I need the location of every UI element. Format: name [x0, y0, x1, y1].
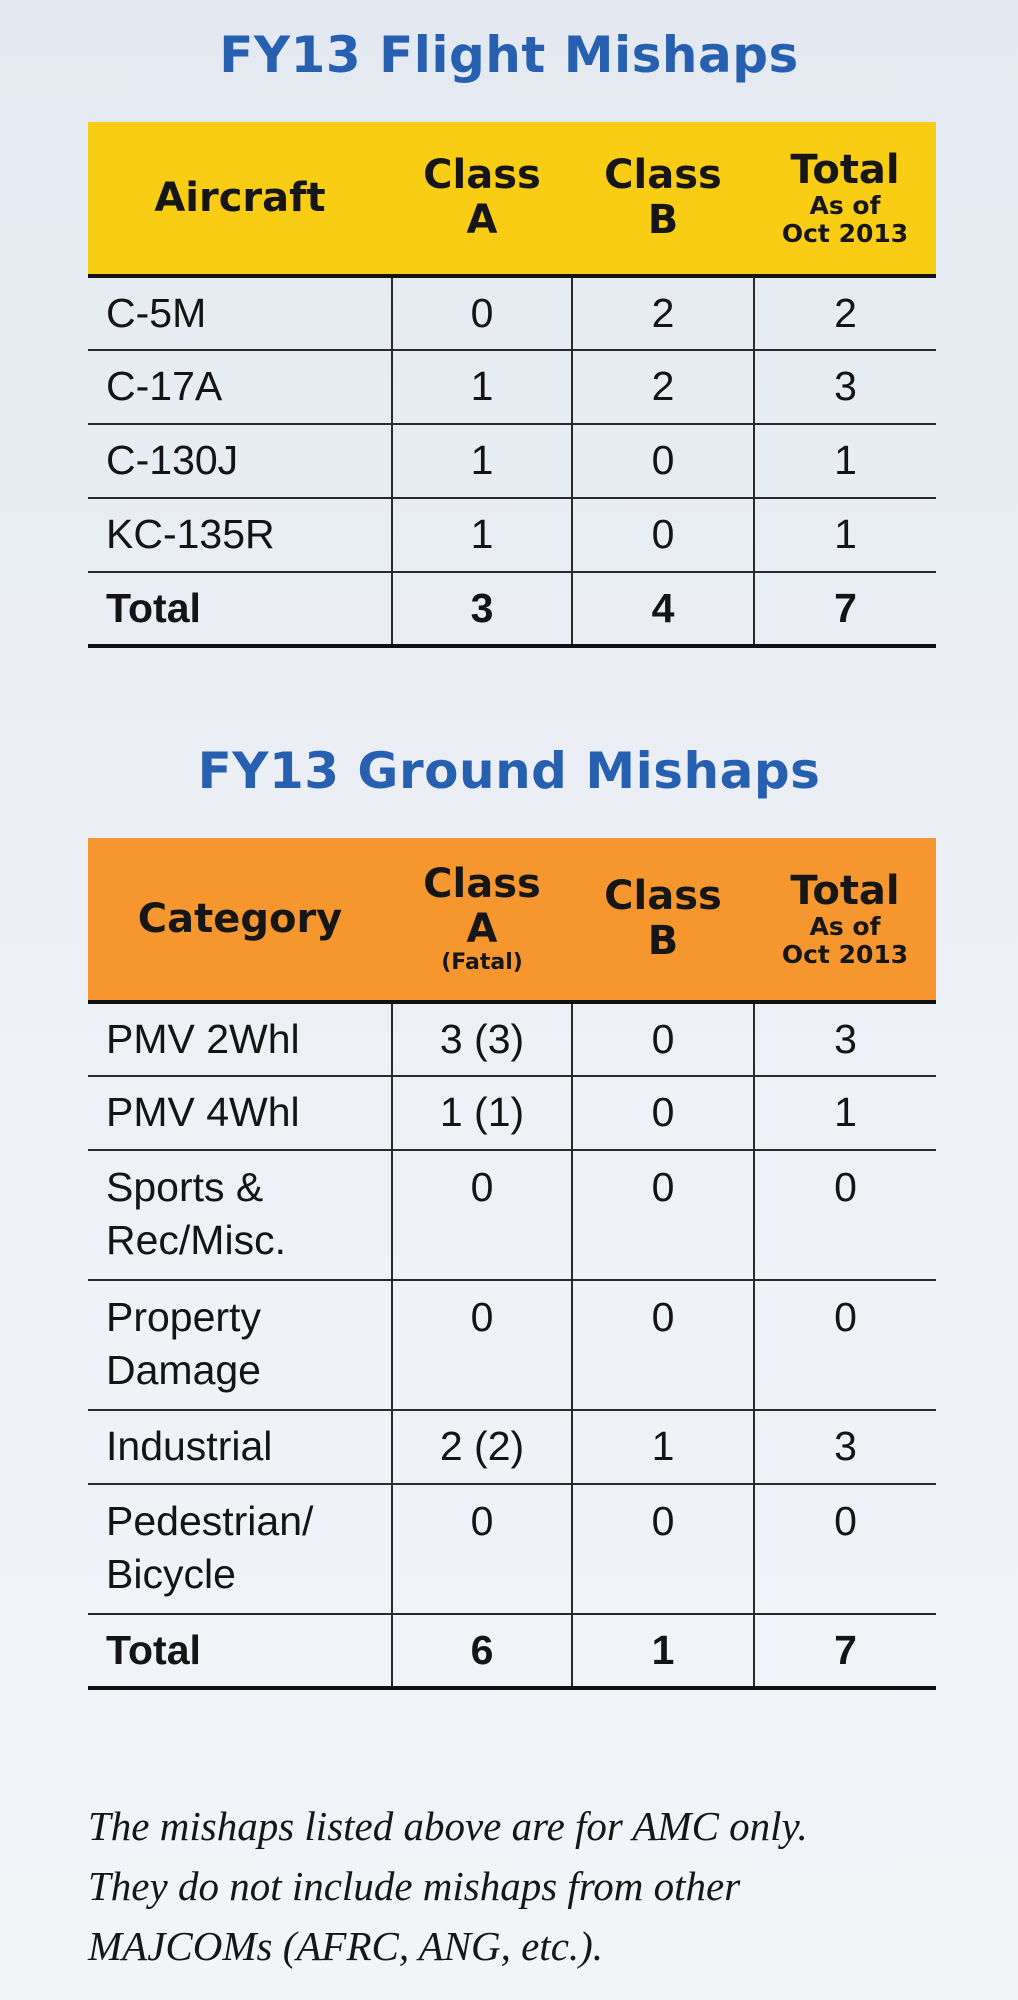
class-a-cell: 0 [392, 276, 572, 350]
table-header-row [88, 838, 936, 1002]
category-cell: PMV 4Whl [88, 1076, 392, 1150]
class-b-cell: 0 [572, 1076, 754, 1150]
total-label: Total [88, 1614, 392, 1688]
table-header-row [88, 122, 936, 276]
header-class-a: Class A [423, 152, 541, 243]
table-row [88, 350, 936, 424]
category-line-2: Damage [106, 1347, 261, 1394]
total-row [88, 572, 936, 646]
grand-total: 7 [754, 572, 936, 646]
category-cell [88, 1484, 392, 1614]
total-label: Total [88, 572, 392, 646]
header-total: Total As of Oct 2013 [781, 867, 909, 970]
category-cell: PMV 2Whl [88, 1002, 392, 1076]
total-cell: 2 [754, 276, 936, 350]
table-row [88, 276, 936, 350]
class-a-cell: 0 [392, 1484, 572, 1614]
total-cell: 1 [754, 424, 936, 498]
table-row [88, 424, 936, 498]
category-line-1: Sports & [106, 1164, 264, 1210]
header-aircraft: Aircraft [154, 174, 326, 221]
category-line-1: Property [106, 1294, 261, 1340]
class-b-cell: 2 [572, 350, 754, 424]
header-class-a: Class A (Fatal) [423, 860, 541, 976]
class-a-cell: 3 (3) [392, 1002, 572, 1076]
header-total: Total As of Oct 2013 [781, 146, 909, 249]
table-row [88, 1484, 936, 1614]
table-row [88, 1150, 936, 1280]
category-cell: Industrial [88, 1410, 392, 1484]
class-b-cell: 0 [572, 1150, 754, 1280]
class-b-cell: 0 [572, 424, 754, 498]
table-row [88, 1410, 936, 1484]
aircraft-cell: KC-135R [88, 498, 392, 572]
total-cell: 0 [754, 1280, 936, 1410]
total-cell: 0 [754, 1150, 936, 1280]
category-line-2: Rec/Misc. [106, 1217, 286, 1264]
footnote-line-3: MAJCOMs (AFRC, ANG, etc.). [88, 1923, 604, 1969]
table-row [88, 1076, 936, 1150]
class-a-cell: 1 [392, 498, 572, 572]
flight-mishaps-title: FY13 Flight Mishaps [219, 26, 799, 84]
footnote-line-2: They do not include mishaps from other [88, 1863, 741, 1909]
class-a-total: 3 [392, 572, 572, 646]
total-cell: 3 [754, 1002, 936, 1076]
total-cell: 1 [754, 498, 936, 572]
table-row [88, 498, 936, 572]
category-line-1: Pedestrian/ [106, 1498, 314, 1544]
ground-mishaps-title: FY13 Ground Mishaps [197, 742, 821, 800]
class-a-total: 6 [392, 1614, 572, 1688]
grand-total: 7 [754, 1614, 936, 1688]
footnote-line-1: The mishaps listed above are for AMC only. [88, 1803, 808, 1849]
aircraft-cell: C-5M [88, 276, 392, 350]
class-b-cell: 0 [572, 1280, 754, 1410]
table-row [88, 1002, 936, 1076]
total-cell: 1 [754, 1076, 936, 1150]
class-b-cell: 1 [572, 1410, 754, 1484]
class-a-cell: 0 [392, 1150, 572, 1280]
table-row [88, 1280, 936, 1410]
header-category: Category [137, 895, 343, 942]
class-b-total: 4 [572, 572, 754, 646]
aircraft-cell: C-17A [88, 350, 392, 424]
category-cell [88, 1280, 392, 1410]
class-b-cell: 0 [572, 1484, 754, 1614]
category-cell [88, 1150, 392, 1280]
total-cell: 3 [754, 350, 936, 424]
class-a-cell: 0 [392, 1280, 572, 1410]
class-a-cell: 1 [392, 350, 572, 424]
class-b-total: 1 [572, 1614, 754, 1688]
header-class-b: Class B [604, 152, 722, 243]
flight-mishaps-table [88, 122, 936, 648]
class-b-cell: 0 [572, 498, 754, 572]
total-cell: 0 [754, 1484, 936, 1614]
header-class-b: Class B [604, 873, 722, 964]
footnote [88, 1796, 948, 1976]
category-line-2: Bicycle [106, 1551, 236, 1598]
class-b-cell: 2 [572, 276, 754, 350]
total-row [88, 1614, 936, 1688]
aircraft-cell: C-130J [88, 424, 392, 498]
class-a-cell: 2 (2) [392, 1410, 572, 1484]
class-b-cell: 0 [572, 1002, 754, 1076]
ground-mishaps-table [88, 838, 936, 1690]
class-a-cell: 1 (1) [392, 1076, 572, 1150]
total-cell: 3 [754, 1410, 936, 1484]
class-a-cell: 1 [392, 424, 572, 498]
